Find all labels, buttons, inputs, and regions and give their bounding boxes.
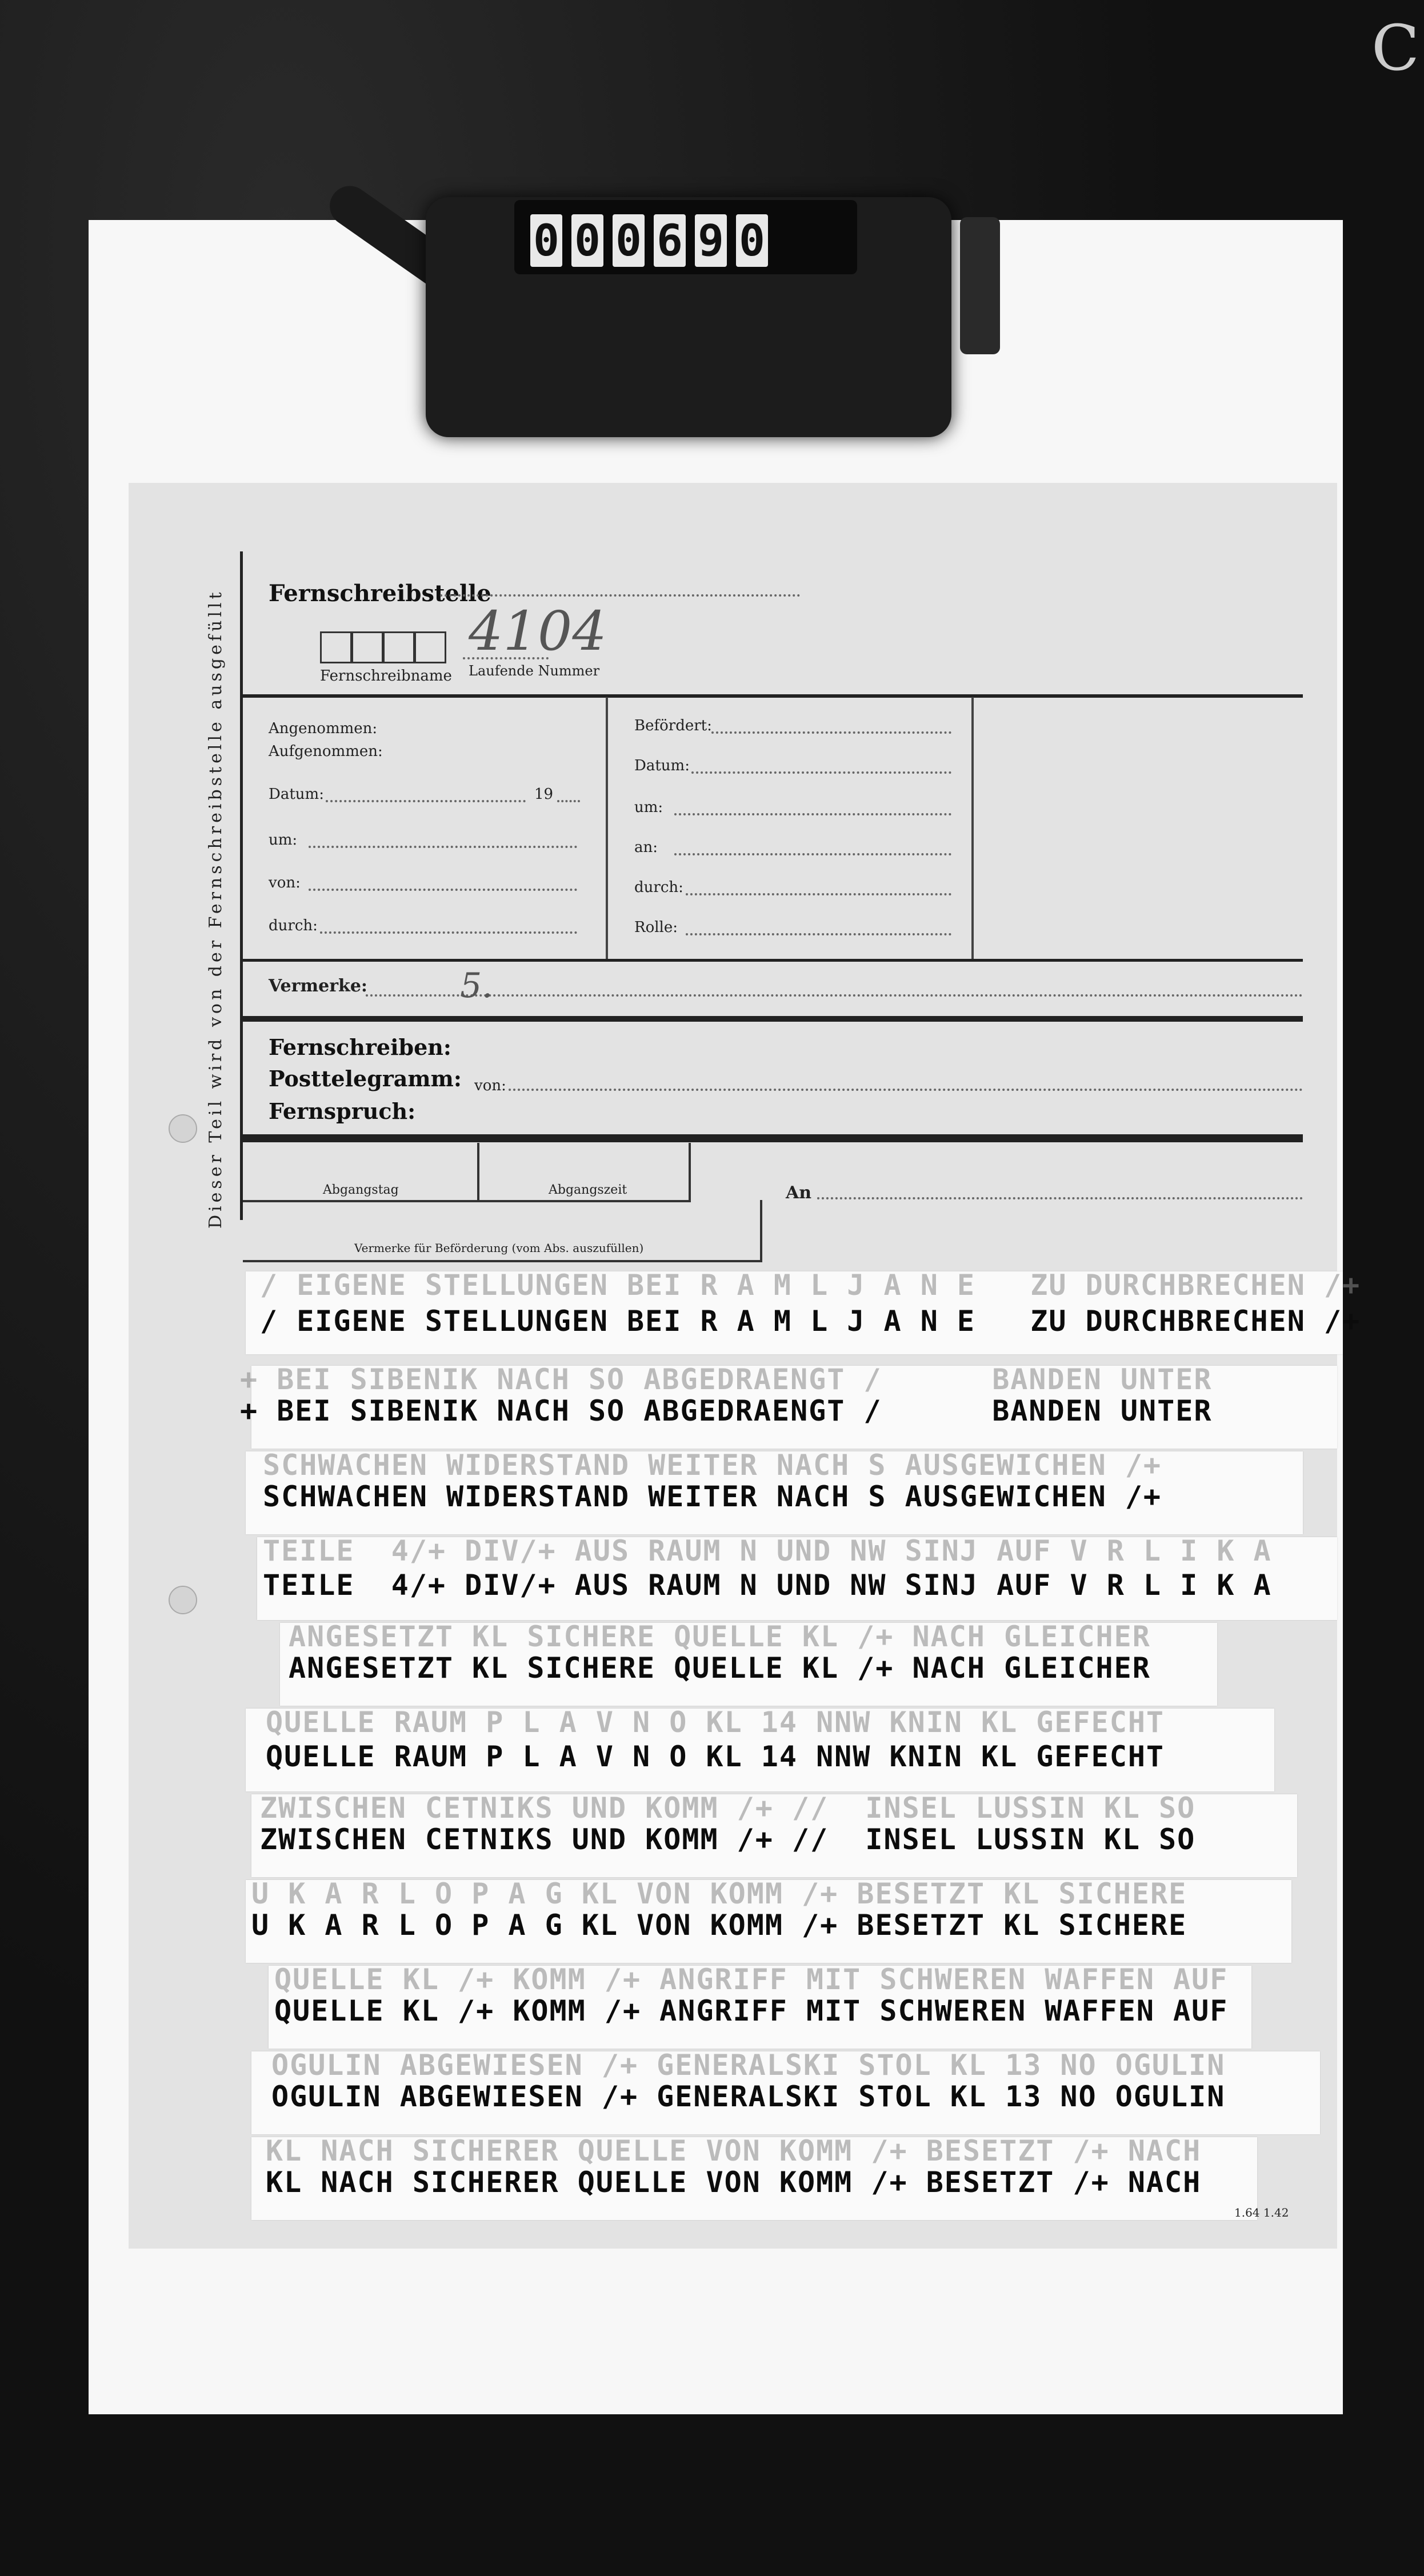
type-line: Fernspruch: [269,1098,416,1124]
counter-knob [960,217,1000,354]
teletype-line: U K A R L O P A G KL VON KOMM /+ BESETZT KL SICHERE [251,1909,1187,1942]
forward-durch-label: durch: [634,879,683,896]
header-title: Fernschreibstelle [269,580,491,607]
dotted-line [686,933,951,935]
teletype-line: ZWISCHEN CETNIKS UND KOMM /+ // INSEL LUSSIN KL SO [260,1823,1196,1856]
dotted-line [691,771,951,774]
dotted-line [557,800,580,802]
teletype-ghost-line: QUELLE KL /+ KOMM /+ ANGRIFF MIT SCHWEREN WAFFEN AUF [274,1963,1229,1996]
divider [606,697,608,960]
durch-label: durch: [269,917,318,934]
footer-code: 1.64 1.42 [1234,2206,1289,2219]
corner-mark: C [1371,11,1420,85]
teletype-line: KL NACH SICHERER QUELLE VON KOMM /+ BESETZT /+ NACH [266,2166,1202,2199]
dotted-line [509,1089,1303,1091]
dotted-line [320,931,577,934]
year-prefix: 19 [534,786,554,803]
punch-hole [169,1114,197,1143]
teletype-line: SCHWACHEN WIDERSTAND WEITER NACH S AUSGEWICHEN /+ [263,1480,1162,1513]
divider [971,697,974,960]
rule [243,959,1303,962]
number-label: Laufende Nummer [469,663,600,679]
befoerdert-label: Befördert: [634,717,712,734]
dotted-line [817,1197,1303,1199]
forward-an-label: an: [634,839,658,856]
name-box [383,631,415,663]
side-rule [240,551,243,1220]
counter-display [514,200,857,274]
von-label: von: [474,1077,506,1094]
um-label: um: [269,831,298,849]
punch-hole [169,1586,197,1614]
von-label: von: [269,874,301,891]
teletype-line: QUELLE RAUM P L A V N O KL 14 NNW KNIN KL GEFECHT [266,1740,1165,1773]
rule [243,1016,1303,1022]
teletype-line: QUELLE KL /+ KOMM /+ ANGRIFF MIT SCHWEREN WAFFEN AUF [274,1994,1229,2027]
name-box [320,631,352,663]
teletype-ghost-line: SCHWACHEN WIDERSTAND WEITER NACH S AUSGEWICHEN /+ [263,1449,1162,1482]
dotted-line [366,994,1303,997]
datum-label: Datum: [269,786,324,803]
counter-digit: 0 [530,214,562,267]
type-line: Posttelegramm: [269,1066,462,1091]
counter-digit: 0 [736,214,768,267]
befoerderung-label: Vermerke für Beförderung (vom Abs. auszufüllen) [354,1241,644,1255]
dotted-line [711,731,951,734]
angenommen-label: Angenommen: [269,720,378,737]
teletype-ghost-line: + BEI SIBENIK NACH SO ABGEDRAENGT / BANDEN UNTER [240,1363,1213,1396]
teletype-ghost-line: TEILE 4/+ DIV/+ AUS RAUM N UND NW SINJ AUF V R L I K A [263,1534,1272,1567]
rule [243,1134,1303,1142]
teletype-ghost-line: QUELLE RAUM P L A V N O KL 14 NNW KNIN KL GEFECHT [266,1706,1165,1739]
side-note: Dieser Teil wird von der Fernschreibstelle ausgefüllt [206,589,226,1229]
dotted-line [674,853,951,855]
abgangszeit-label: Abgangszeit [549,1183,627,1197]
teletype-ghost-line: U K A R L O P A G KL VON KOMM /+ BESETZT KL SICHERE [251,1877,1187,1910]
teletype-line: TEILE 4/+ DIV/+ AUS RAUM N UND NW SINJ AUF V R L I K A [263,1569,1272,1602]
dotted-line [309,889,577,891]
teletype-ghost-line: ZWISCHEN CETNIKS UND KOMM /+ // INSEL LUSSIN KL SO [260,1791,1196,1825]
an-label: An [786,1183,812,1203]
type-line: Fernschreiben: [269,1034,451,1060]
abgangstag-label: Abgangstag [323,1183,399,1197]
name-label: Fernschreibname [320,667,452,685]
forward-rolle-label: Rolle: [634,919,678,936]
aufgenommen-label: Aufgenommen: [269,743,383,760]
forward-um-label: um: [634,799,663,816]
name-box [351,631,383,663]
header-dotted-line [440,594,800,597]
counter-digit: 6 [654,214,686,267]
teletype-ghost-line: KL NACH SICHERER QUELLE VON KOMM /+ BESETZT /+ NACH [266,2134,1202,2167]
dotted-line [326,800,526,802]
vermerke-label: Vermerke: [269,976,367,996]
vermerke-value: 5. [460,966,493,1006]
handwritten-number: 4104 [469,600,607,663]
teletype-line: ANGESETZT KL SICHERE QUELLE KL /+ NACH GLEICHER [289,1651,1151,1685]
teletype-ghost-line: ANGESETZT KL SICHERE QUELLE KL /+ NACH GLEICHER [289,1620,1151,1653]
teletype-line: + BEI SIBENIK NACH SO ABGEDRAENGT / BANDEN UNTER [240,1394,1213,1427]
dotted-line [309,846,577,848]
teletype-line: / EIGENE STELLUNGEN BEI R A M L J A N E ZU DURCHBRECHEN /+ [260,1305,1361,1338]
forward-datum-label: Datum: [634,757,690,774]
rule [243,694,1303,698]
name-box [414,631,446,663]
teletype-line: OGULIN ABGEWIESEN /+ GENERALSKI STOL KL 13 NO OGULIN [271,2080,1226,2113]
counter-digit: 9 [695,214,727,267]
counter-digit: 0 [571,214,603,267]
dotted-line [686,893,951,895]
dotted-line [674,813,951,815]
teletype-ghost-line: OGULIN ABGEWIESEN /+ GENERALSKI STOL KL 13 NO OGULIN [271,2049,1226,2082]
teletype-ghost-line: / EIGENE STELLUNGEN BEI R A M L J A N E ZU DURCHBRECHEN /+ [260,1269,1361,1302]
counter-digit: 0 [613,214,645,267]
